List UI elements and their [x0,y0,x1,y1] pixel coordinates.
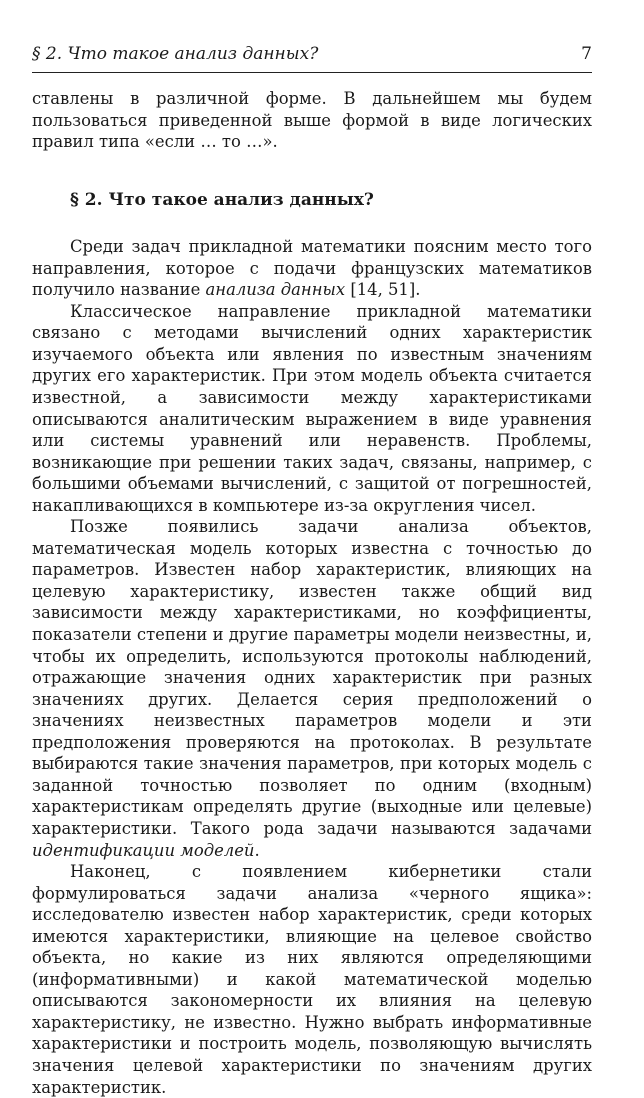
page-body [32,88,592,1098]
paragraph-1-text: Среди задач прикладной математики поясним место того направления, которое с подачи французских математиков получило название [32,237,592,300]
paragraph-3 [32,516,592,861]
paragraph-2: Классическое направление прикладной математики связано с методами вычислений одних характеристик изучаемого объекта или явления по известным значениям других его характеристик. При этом модель объекта считается известной, а зависимости между характеристиками описываются аналитическим выражением в виде уравнения или системы уравнений или неравенств. Проблемы, возникающие при решении таких задач, связаны, например, с большими объемами вычислений, с защитой от погрешностей, накапливающихся в компьютере из-за округления чисел. [32,301,592,515]
term-data-analysis: анализа данных [205,280,346,300]
running-head [32,44,592,64]
citation: [14, 51]. [345,280,421,300]
section-heading: § 2. Что такое анализ данных? [70,189,374,210]
paragraph-4: Наконец, с появлением кибернетики стали формулироваться задачи анализа «черного ящика»: исследователю известен набор характеристик, среди которых имеются характеристики, влияющие на целевое свойство объекта, но какие из них являются определяющими (информативными) и какой математической моделью описываются закономерности их влияния на целевую характеристику, не известно. Нужно выбрать информативные характеристики и построить модель, позволяющую вычислять значения целевой характеристики по значениям других характеристик. [32,862,592,1097]
term-model-identification: идентификации моделей [32,840,255,860]
paragraph-1 [32,236,592,301]
page-number: 7 [581,44,592,64]
running-head-title: § 2. Что такое анализ данных? [32,44,319,64]
continued-paragraph: ставлены в различной форме. В дальнейшем мы будем пользоваться приведенной выше формой в виде логических правил типа «если … то …». [32,89,592,152]
paragraph-3-end: . [254,840,260,860]
paragraph-3-text: Позже появились задачи анализа объектов, математическая модель которых известна с точностью до параметров. Известен набор характеристик, влияющих на целевую характеристику, известен также общий вид зависимости между характеристиками, но коэффициенты, показатели степени и другие параметры модели неизвестны, и, чтобы их определить, используются протоколы наблюдений, отражающие значения одних характеристик при разных значениях других. Делается серия предположений о значениях неизвестных параметров модели и эти предположения проверяются на протоколах. В результате выбираются такие значения параметров, при которых модель с заданной точностью позволяет по одним (входным) характеристикам определять другие (выходные или целевые) характеристики. Такого рода задачи называются задачами [32,517,592,838]
header-rule [32,72,592,73]
